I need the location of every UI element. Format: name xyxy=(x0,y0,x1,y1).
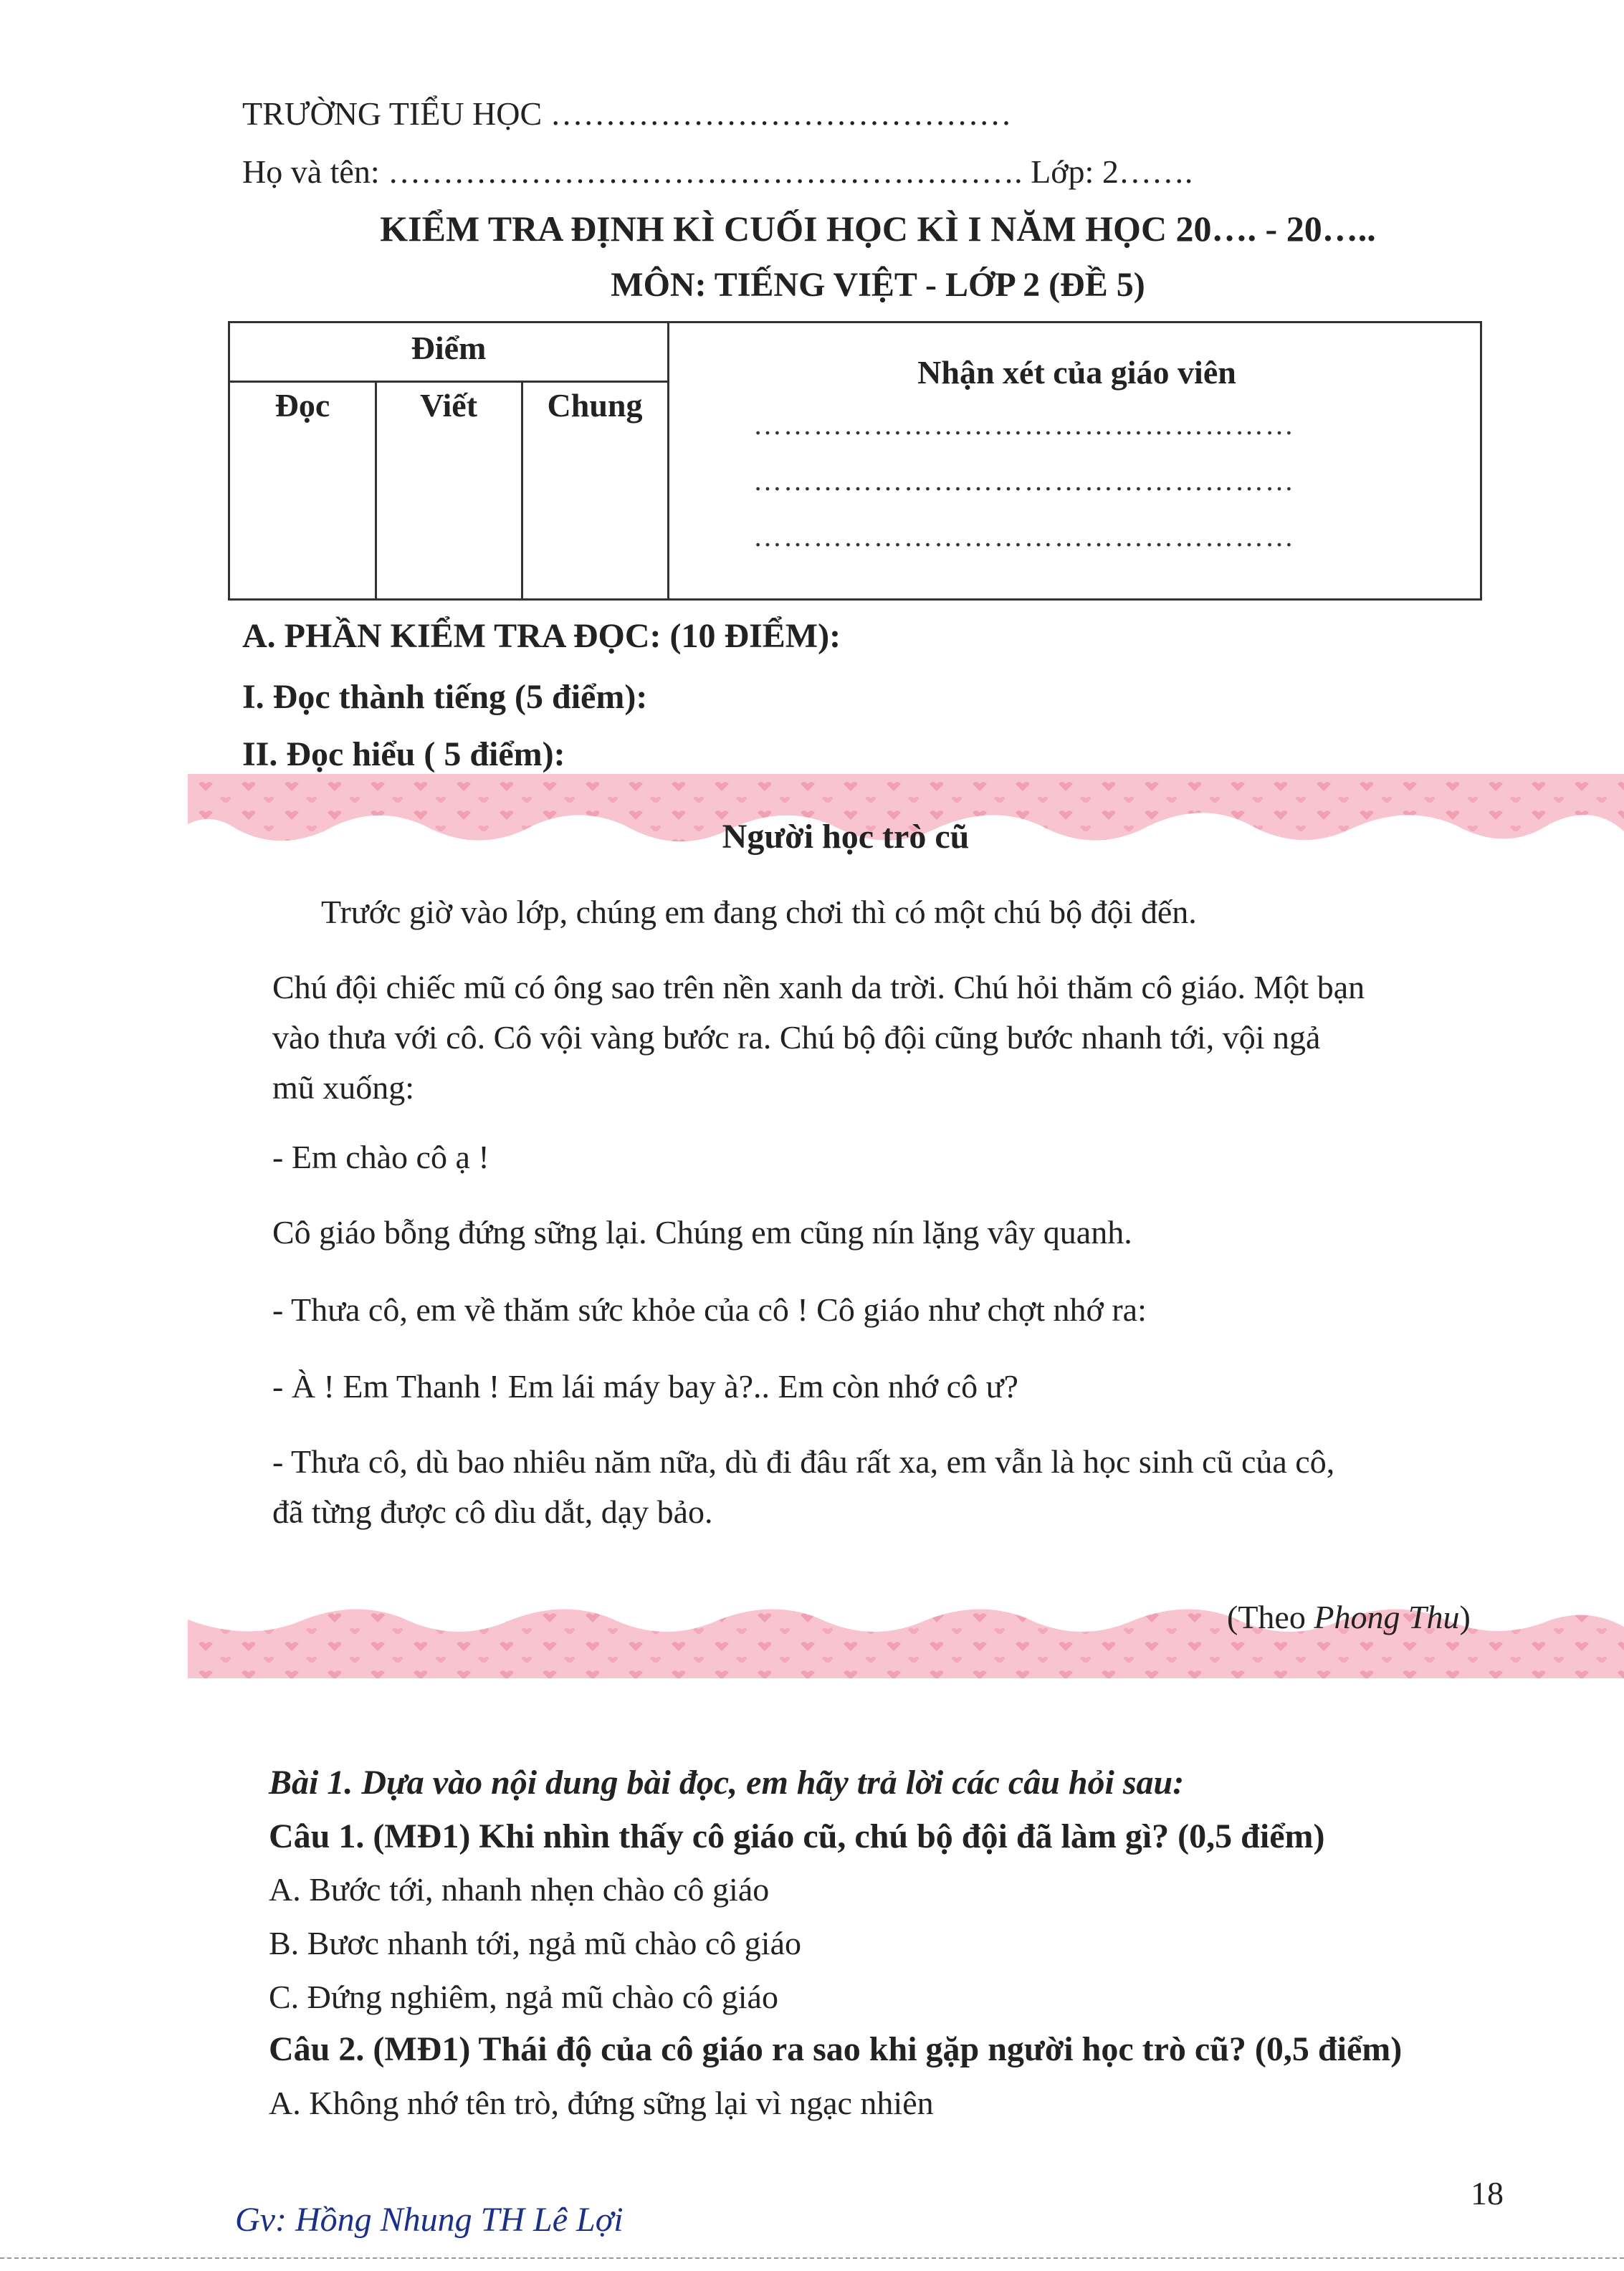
exercise-heading: Bài 1. Dựa vào nội dung bài đọc, em hãy trả lời các câu hỏi sau: xyxy=(269,1764,1185,1802)
story-paragraph-2b: vào thưa với cô. Cô vội vàng bước ra. Chú bộ đội cũng bước nhanh tới, vội ngả xyxy=(272,1019,1321,1056)
part-a-heading: A. PHẦN KIỂM TRA ĐỌC: (10 ĐIỂM): xyxy=(242,617,841,655)
subject-title: MÔN: TIẾNG VIỆT - LỚP 2 (ĐỀ 5) xyxy=(611,266,1145,304)
question-2: Câu 2. (MĐ1) Thái độ của cô giáo ra sao khi gặp người học trò cũ? (0,5 điểm) xyxy=(269,2030,1403,2068)
part-1-heading: I. Đọc thành tiếng (5 điểm): xyxy=(242,678,648,716)
question-1: Câu 1. (MĐ1) Khi nhìn thấy cô giáo cũ, chú bộ đội đã làm gì? (0,5 điểm) xyxy=(269,1817,1325,1855)
story-paragraph-7a: - Thưa cô, dù bao nhiêu năm nữa, dù đi đâu rất xa, em vẫn là học sinh cũ của cô, xyxy=(272,1443,1335,1480)
source-suffix: ) xyxy=(1459,1599,1471,1635)
name-dots: …………………………………………………. xyxy=(388,153,1023,190)
story-paragraph-7b: đã từng được cô dìu dắt, dạy bảo. xyxy=(272,1493,713,1530)
score-col-write: Viết xyxy=(419,387,478,424)
exam-title: KIỂM TRA ĐỊNH KÌ CUỐI HỌC KÌ I NĂM HỌC 20…. - 20….. xyxy=(380,209,1376,249)
score-col-read: Đọc xyxy=(274,387,330,424)
story-paragraph-2a: Chú đội chiếc mũ có ông sao trên nền xanh da trời. Chú hỏi thăm cô giáo. Một bạn xyxy=(272,969,1365,1005)
school-dots: …………………………………… xyxy=(550,95,1012,132)
story-paragraph-1: Trước giờ vào lớp, chúng em đang chơi thì có một chú bộ đội đến. xyxy=(321,894,1197,930)
question-1-option-c: C. Đứng nghiêm, ngả mũ chào cô giáo xyxy=(269,1979,778,2015)
class-label: Lớp: 2……. xyxy=(1031,153,1193,190)
page-number: 18 xyxy=(1471,2175,1504,2212)
comment-line-2: ……………………………………………… xyxy=(753,464,1295,497)
score-header: Điểm xyxy=(411,330,487,366)
story-source xyxy=(1227,1592,1471,1643)
question-1-option-b: B. Bươc nhanh tới, ngả mũ chào cô giáo xyxy=(269,1925,801,1961)
story-paragraph-6: - À ! Em Thanh ! Em lái máy bay à?.. Em còn nhớ cô ư? xyxy=(272,1368,1018,1405)
score-col-total: Chung xyxy=(547,387,643,424)
footer-author: Gv: Hồng Nhung TH Lê Lợi xyxy=(235,2201,624,2239)
part-2-heading: II. Đọc hiểu ( 5 điểm): xyxy=(242,735,565,773)
story-paragraph-4: Cô giáo bỗng đứng sững lại. Chúng em cũng nín lặng vây quanh. xyxy=(272,1214,1132,1251)
story-paragraph-2c: mũ xuống: xyxy=(272,1069,415,1106)
school-label: TRƯỜNG TIỂU HỌC xyxy=(242,95,543,132)
question-2-option-a: A. Không nhớ tên trò, đứng sững lại vì ngạc nhiên xyxy=(269,2085,934,2121)
comment-header: Nhận xét của giáo viên xyxy=(917,354,1236,391)
question-1-option-a: A. Bước tới, nhanh nhẹn chào cô giáo xyxy=(269,1871,770,1908)
name-label: Họ và tên: xyxy=(242,153,380,190)
source-author: Phong Thu xyxy=(1314,1599,1460,1635)
school-line xyxy=(242,95,1012,133)
score-table xyxy=(228,321,1482,601)
comment-line-3: ……………………………………………… xyxy=(753,520,1295,553)
story-paragraph-3: - Em chào cô ạ ! xyxy=(272,1139,489,1175)
name-line xyxy=(242,153,1193,191)
footer-divider xyxy=(0,2257,1624,2259)
comment-line-1: ……………………………………………… xyxy=(753,408,1295,441)
source-prefix: (Theo xyxy=(1227,1599,1314,1635)
story-title: Người học trò cũ xyxy=(722,818,970,856)
story-paragraph-5: - Thưa cô, em về thăm sức khỏe của cô ! Cô giáo như chợt nhớ ra: xyxy=(272,1291,1147,1328)
